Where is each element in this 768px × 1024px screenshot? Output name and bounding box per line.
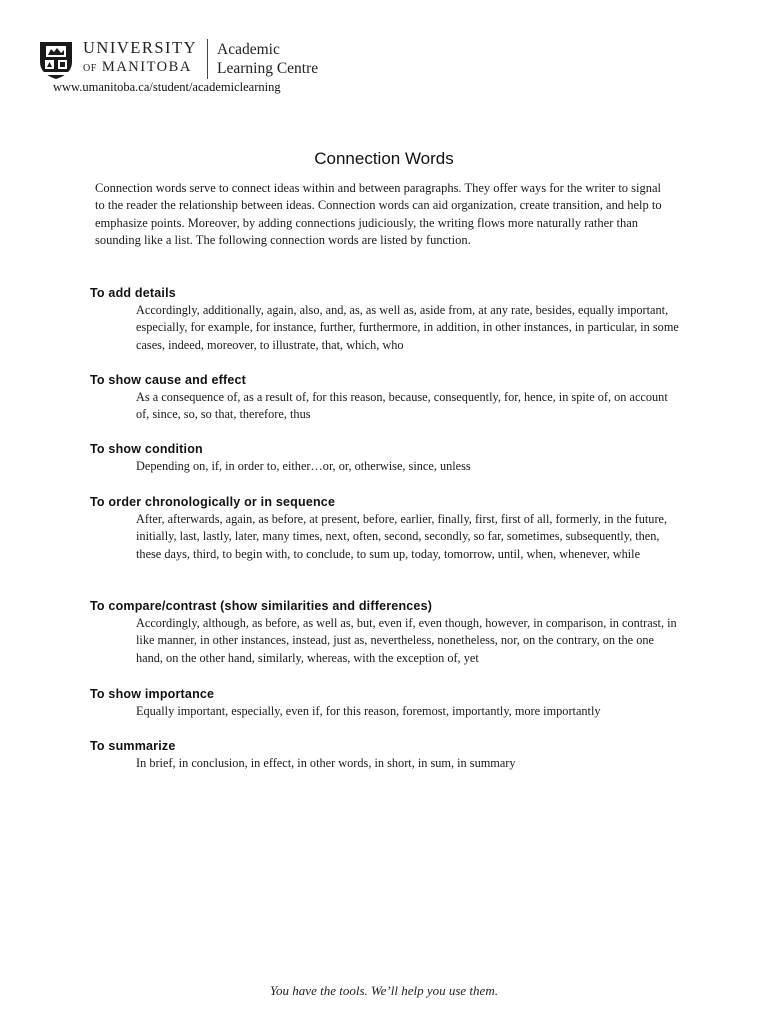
university-manitoba: MANITOBA xyxy=(101,59,192,75)
intro-paragraph: Connection words serve to connect ideas within and between paragraphs. They offer ways for the writer to signal to the reader the relationship between ideas. Connection words can aid organization, create transition, and help to emphasize points. Moreover, by adding connections judiciously, the writing flows more naturally rather than sounding like a list. The following connection words are listed by function. xyxy=(95,181,662,248)
university-logo xyxy=(37,36,318,82)
header-divider xyxy=(207,39,208,79)
centre-name-line1: Academic xyxy=(217,41,280,58)
section-chronological xyxy=(90,494,680,563)
website-url: www.umanitoba.ca/student/academiclearning xyxy=(53,80,281,94)
university-name-line1: UNIVERSITY xyxy=(83,38,197,57)
section-summarize xyxy=(90,738,680,772)
section-heading: To compare/contrast (show similarities and differences) xyxy=(90,599,433,613)
university-of: OF xyxy=(83,63,97,74)
section-heading: To order chronologically or in sequence xyxy=(90,495,336,509)
section-heading: To show cause and effect xyxy=(90,373,246,387)
section-heading: To add details xyxy=(90,286,176,300)
section-body: Equally important, especially, even if, for this reason, foremost, importantly, more importantly xyxy=(136,704,601,718)
section-add-details xyxy=(90,285,680,354)
footer-tagline: You have the tools. We’ll help you use them. xyxy=(270,983,498,998)
centre-name xyxy=(217,40,318,78)
page-title: Connection Words xyxy=(314,149,454,168)
section-condition xyxy=(90,441,680,475)
section-body: Accordingly, although, as before, as well as, but, even if, even though, however, in comparison, in contrast, in like manner, in other instances, instead, just as, nevertheless, nonetheless, nor, on the contrary, on the one hand, on the other hand, similarly, whereas, with the exception of, yet xyxy=(136,616,677,665)
centre-name-line2: Learning Centre xyxy=(217,60,319,77)
section-body: As a consequence of, as a result of, for this reason, because, consequently, for, hence, in spite of, on account of, since, so, so that, therefore, thus xyxy=(136,390,668,422)
section-heading: To summarize xyxy=(90,739,176,753)
section-compare-contrast xyxy=(90,598,680,667)
section-heading: To show importance xyxy=(90,687,215,701)
section-cause-effect xyxy=(90,372,680,424)
section-body: In brief, in conclusion, in effect, in other words, in short, in sum, in summary xyxy=(136,756,516,770)
university-name xyxy=(83,39,197,79)
university-crest-icon xyxy=(37,38,75,80)
university-name-line2 xyxy=(83,57,197,79)
section-body: Depending on, if, in order to, either…or, or, otherwise, since, unless xyxy=(136,459,471,473)
section-heading: To show condition xyxy=(90,442,203,456)
section-importance xyxy=(90,686,680,720)
section-body: Accordingly, additionally, again, also, and, as, as well as, aside from, at any rate, besides, equally important, especially, for example, for instance, further, furthermore, in addition, in other instances, in particular, in some cases, indeed, moreover, to illustrate, that, which, who xyxy=(136,303,679,352)
section-body: After, afterwards, again, as before, at present, before, earlier, finally, first, first of all, formerly, in the future, initially, last, lastly, later, many times, next, often, second, secondly, so far, sometimes, subsequently, then, these days, third, to begin with, to conclude, to sum up, today, tomorrow, until, when, whenever, while xyxy=(136,512,668,561)
